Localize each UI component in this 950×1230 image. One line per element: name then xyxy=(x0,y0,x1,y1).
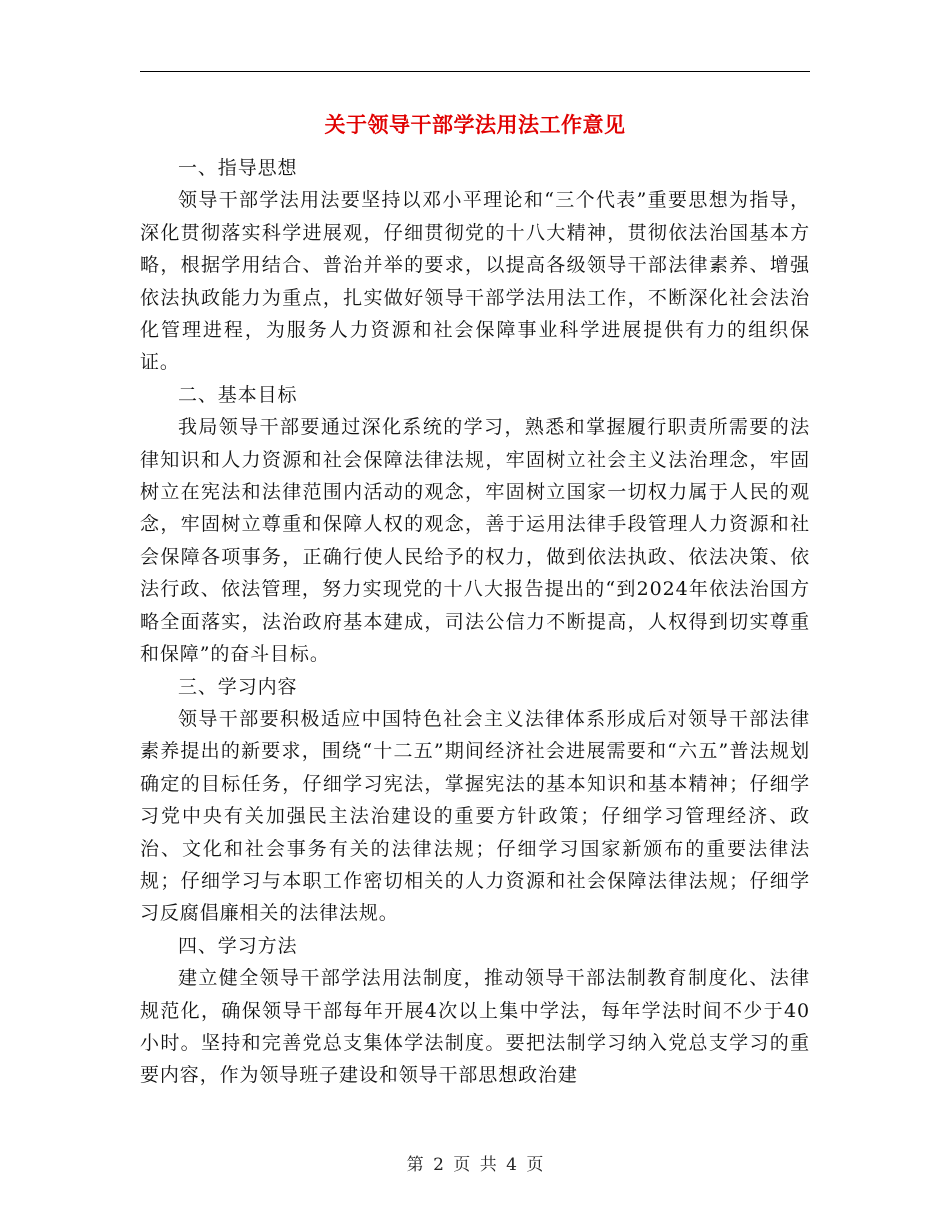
section-heading: 一、指导思想 xyxy=(178,157,298,179)
header-rule xyxy=(140,71,810,72)
page-footer xyxy=(0,1153,950,1177)
footer-label-unit: 页 xyxy=(453,1155,471,1175)
document-body xyxy=(140,152,810,1092)
footer-total-pages: 4 xyxy=(506,1155,517,1175)
footer-label-unit-end: 页 xyxy=(526,1155,544,1175)
section-heading: 四、学习方法 xyxy=(178,934,298,957)
footer-label-page: 第 xyxy=(406,1155,424,1175)
document-title: 关于领导干部学法用法工作意见 xyxy=(324,112,626,137)
section-heading: 三、学习内容 xyxy=(178,675,298,698)
footer-label-total: 共 xyxy=(479,1155,497,1175)
section-paragraph: 我局领导干部要通过深化系统的学习，熟悉和掌握履行职责所需要的法律知识和人力资源和社会保障法律法规，牢固树立社会主义法治理念，牢固树立在宪法和法律范围内活动的观念，牢固树立国家一切权力属于人民的观念，牢固树立尊重和保障人权的观念，善于运用法律手段管理人力资源和社会保障各项事务，正确行使人民给予的权力，做到依法执政、依法决策、依法行政、依法管理，努力实现党的十八大报告提出的“到2024年依法治国方略全面落实，法治政府基本建成，司法公信力不断提高，人权得到切实尊重和保障”的奋斗目标。 xyxy=(140,416,810,666)
section-paragraph: 领导干部要积极适应中国特色社会主义法律体系形成后对领导干部法律素养提出的新要求，围绕“十二五”期间经济社会进展需要和“六五”普法规划确定的目标任务，仔细学习宪法，掌握宪法的基本知识和基本精神；仔细学习党中央有关加强民主法治建设的重要方针政策；仔细学习管理经济、政治、文化和社会事务有关的法律法规；仔细学习国家新颁布的重要法律法规；仔细学习与本职工作密切相关的人力资源和社会保障法律法规；仔细学习反腐倡廉相关的法律法规。 xyxy=(140,707,810,925)
section-paragraph: 建立健全领导干部学法用法制度，推动领导干部法制教育制度化、法律规范化，确保领导干部每年开展4次以上集中学法，每年学法时间不少于40小时。坚持和完善党总支集体学法制度。要把法制学习纳入党总支学习的重要内容，作为领导班子建设和领导干部思想政治建 xyxy=(140,967,810,1087)
section-heading: 二、基本目标 xyxy=(178,383,298,406)
section-paragraph: 领导干部学法用法要坚持以邓小平理论和“三个代表”重要思想为指导，深化贯彻落实科学进展观，仔细贯彻党的十八大精神，贯彻依法治国基本方略，根据学用结合、普治并举的要求，以提高各级领导干部法律素养、增强依法执政能力为重点，扎实做好领导干部学法用法工作，不断深化社会法治化管理进程，为服务人力资源和社会保障事业科学进展提供有力的组织保证。 xyxy=(140,189,810,374)
footer-current-page: 2 xyxy=(433,1155,444,1175)
